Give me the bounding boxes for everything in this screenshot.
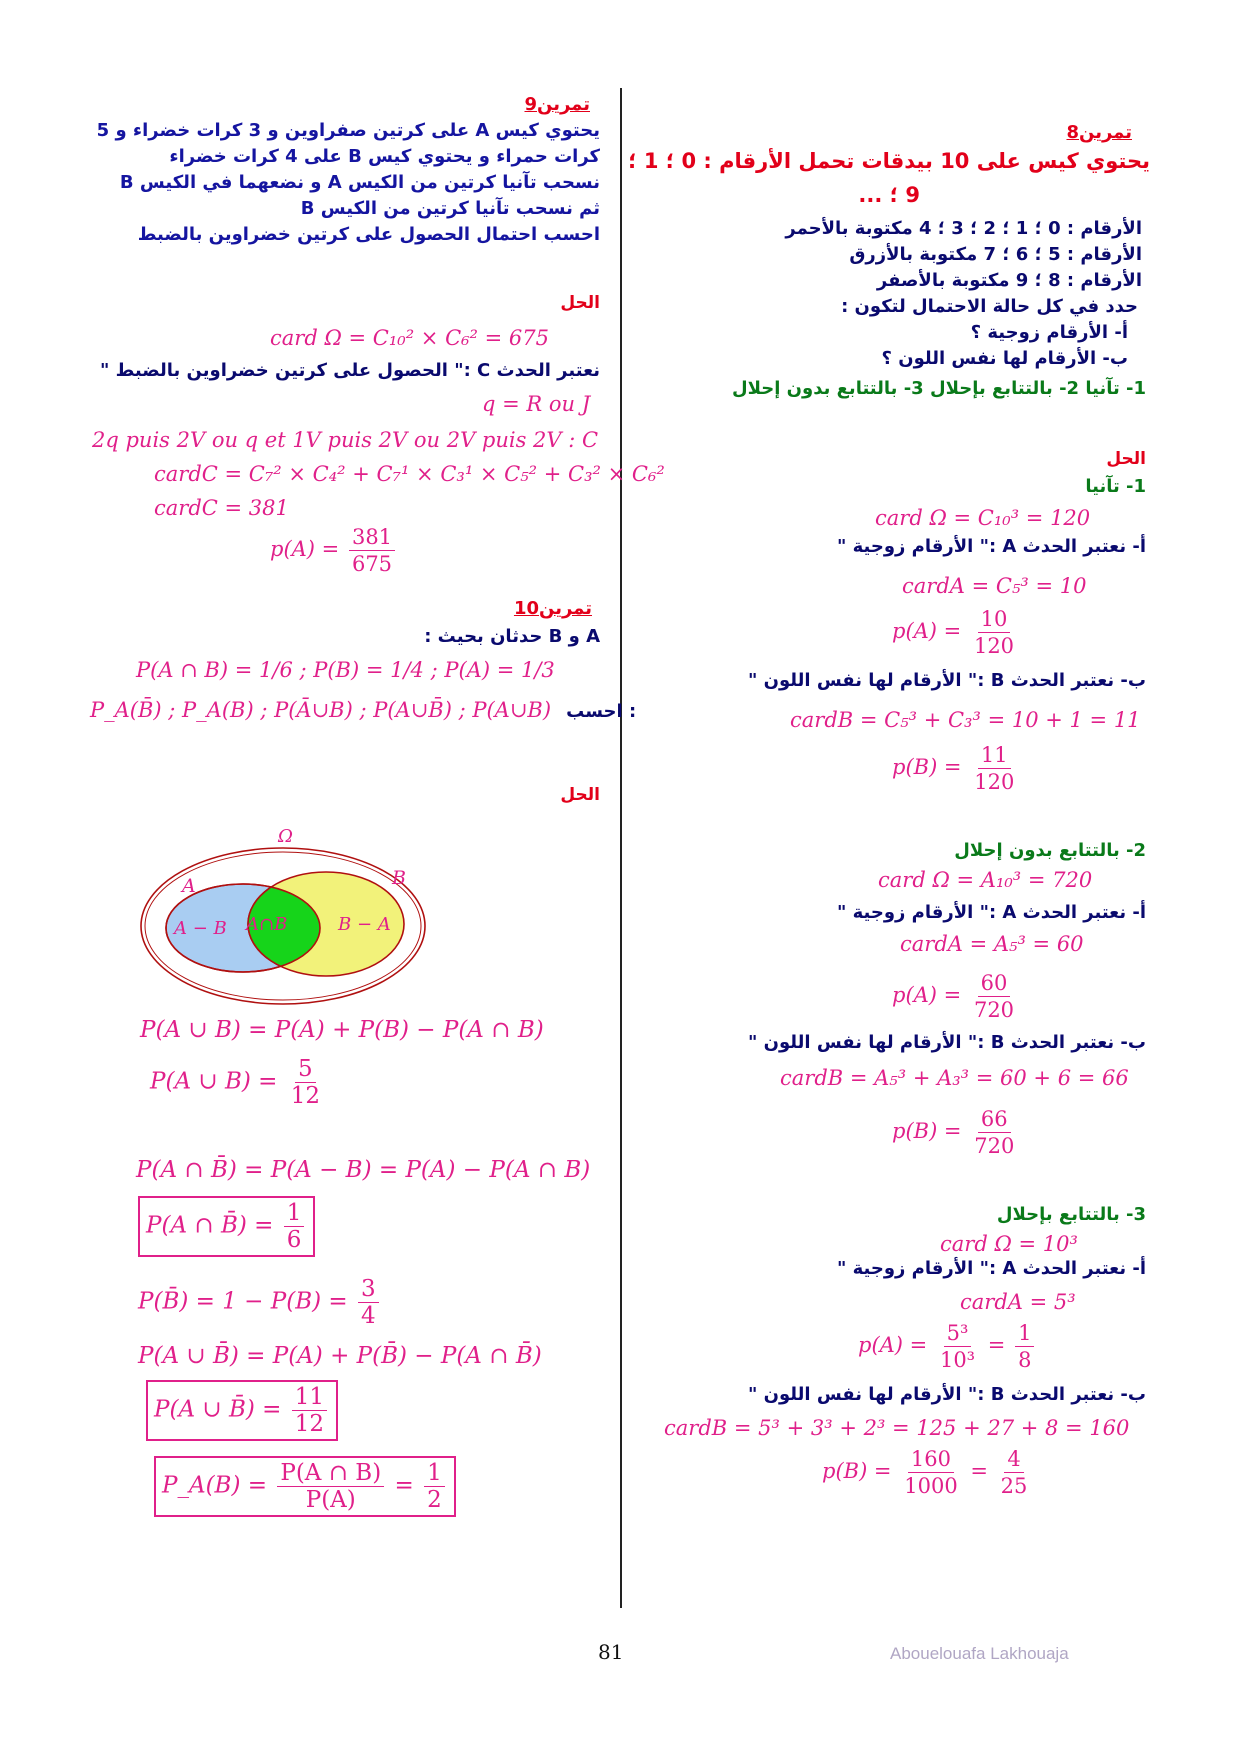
ex9-probability bbox=[270, 524, 398, 577]
case3-card-a: cardA = 5³ bbox=[960, 1290, 1076, 1314]
frac-num: 1 bbox=[1015, 1320, 1034, 1347]
ex9-prob-frac bbox=[349, 524, 395, 577]
ex10-f2 bbox=[150, 1056, 326, 1109]
frac-num: P(A ∩ B) bbox=[277, 1460, 384, 1487]
case2-card-a: cardA = A₅³ = 60 bbox=[900, 932, 1084, 956]
case1-prob-a-frac bbox=[971, 606, 1017, 659]
exercise-8-statement: يحتوي كيس على 10 بيدقات تحمل الأرقام : 0 ؛ 1 ؛ bbox=[628, 149, 1150, 173]
ex10-f8-box bbox=[154, 1456, 456, 1517]
ex9-line-3: نسحب تآنيا كرتين من الكيس A و نضعهما في الكيس B bbox=[119, 172, 600, 193]
ex10-f5-lhs: P(B̄) = 1 − P(B) = bbox=[138, 1288, 348, 1315]
ex10-f7-frac bbox=[292, 1384, 327, 1437]
frac-den: 10³ bbox=[939, 1348, 976, 1372]
frac-den: 12 bbox=[290, 1083, 321, 1109]
case2-card-b: cardB = A₅³ + A₃³ = 60 + 6 = 66 bbox=[780, 1066, 1129, 1090]
ex10-f8 bbox=[154, 1456, 456, 1517]
case1-event-a: أ- نعتبر الحدث A :" الأرقام زوجية " bbox=[836, 536, 1146, 557]
frac-num: 60 bbox=[978, 970, 1011, 997]
question-b: ب- الأرقام لها نفس اللون ؟ bbox=[881, 348, 1128, 369]
venn-a-label: A bbox=[182, 875, 196, 897]
ex9-prob-lhs: p(A) = bbox=[270, 537, 340, 561]
ex9-cardc-formula: cardC = C₇² × C₄² + C₇¹ × C₃¹ × C₅² + C₃² × C₆² bbox=[154, 462, 665, 486]
case3-prob-a-frac bbox=[937, 1320, 978, 1373]
ex9-line-5: احسب احتمال الحصول على كرتين خضراوين بالضبط bbox=[137, 224, 600, 245]
case1-card-b: cardB = C₅³ + C₃³ = 10 + 1 = 11 bbox=[790, 708, 1141, 732]
case-1-title: 1- تآنيا bbox=[1085, 476, 1146, 497]
case2-event-b: ب- نعتبر الحدث B :" الأرقام لها نفس اللون " bbox=[747, 1032, 1146, 1053]
case2-prob-a bbox=[892, 970, 1020, 1023]
frac-num: 1 bbox=[284, 1200, 305, 1227]
venn-a-minus-b: A − B bbox=[174, 918, 227, 939]
frac-num: 66 bbox=[978, 1106, 1011, 1133]
ex10-f3: P(A ∩ B̄) = P(A − B) = P(A) − P(A ∩ B) bbox=[136, 1157, 591, 1183]
ex10-f5 bbox=[138, 1276, 382, 1329]
frac-num: 1 bbox=[424, 1460, 445, 1487]
ex10-f1: P(A ∪ B) = P(A) + P(B) − P(A ∩ B) bbox=[140, 1017, 544, 1043]
case1-omega: card Ω = C₁₀³ = 120 bbox=[875, 506, 1091, 530]
case3-prob-b bbox=[822, 1446, 1033, 1499]
exercise-9-title: تمرين9 bbox=[524, 94, 590, 115]
case-2-title: 2- بالتتابع بدون إحلال bbox=[954, 840, 1146, 861]
author-watermark: Abouelouafa Lakhouaja bbox=[890, 1644, 1069, 1663]
ex10-f8-frac2 bbox=[424, 1460, 445, 1513]
case3-event-b: ب- نعتبر الحدث B :" الأرقام لها نفس اللون " bbox=[747, 1384, 1146, 1405]
cases-list: 1- تآنيا 2- بالتتابع بإحلال 3- بالتتابع بدون إحلال bbox=[731, 378, 1146, 399]
case2-prob-b bbox=[892, 1106, 1020, 1159]
case2-prob-a-lhs: p(A) = bbox=[892, 983, 962, 1007]
case3-omega: card Ω = 10³ bbox=[940, 1232, 1078, 1256]
ex10-compute-label: احسب : bbox=[566, 701, 637, 722]
ex9-cardc-value: cardC = 381 bbox=[154, 496, 289, 520]
case2-event-a: أ- نعتبر الحدث A :" الأرقام زوجية " bbox=[836, 902, 1146, 923]
ex9-c-def: 2q puis 2V ou q et 1V puis 2V ou 2V puis 2V : C bbox=[92, 428, 599, 452]
frac-den: 720 bbox=[974, 1134, 1015, 1158]
frac-num: 11 bbox=[292, 1384, 327, 1411]
case1-prob-b bbox=[892, 742, 1020, 795]
frac-den: 1000 bbox=[904, 1474, 958, 1498]
case3-prob-b-frac bbox=[901, 1446, 960, 1499]
ex9-line-1: يحتوي كيس A على كرتين صفراوين و 3 كرات خضراء و 5 bbox=[96, 120, 600, 141]
case2-omega: card Ω = A₁₀³ = 720 bbox=[878, 868, 1093, 892]
ex9-line-4: ثم نسحب تآنيا كرتين من الكيس B bbox=[300, 198, 600, 219]
case1-prob-b-lhs: p(B) = bbox=[892, 755, 962, 779]
case-3-title: 3- بالتتابع بإحلال bbox=[996, 1204, 1146, 1225]
case3-prob-a-frac2 bbox=[1015, 1320, 1034, 1373]
case1-event-b: ب- نعتبر الحدث B :" الأرقام لها نفس اللون " bbox=[747, 670, 1146, 691]
frac-num: 11 bbox=[978, 742, 1011, 769]
digits-yellow: الأرقام : 8 ؛ 9 مكتوبة بالأصفر bbox=[876, 270, 1142, 291]
ex10-compute bbox=[90, 696, 636, 725]
frac-den: P(A) bbox=[305, 1487, 356, 1513]
ex10-f6: P(A ∪ B̄) = P(A) + P(B̄) − P(A ∩ B̄) bbox=[138, 1343, 542, 1369]
frac-num: 3 bbox=[358, 1276, 379, 1303]
ex9-q-def: q = R ou J bbox=[482, 392, 591, 416]
ex8-solution-label: الحل bbox=[1106, 449, 1146, 469]
exercise-8-title: تمرين8 bbox=[1066, 122, 1132, 143]
ex9-solution-label: الحل bbox=[560, 293, 600, 313]
ex10-compute-list: P_A(B̄) ; P_A(B) ; P(Ā∪B) ; P(A∪B̄) ; P(A∪B) bbox=[90, 698, 552, 722]
frac-den: 4 bbox=[360, 1303, 376, 1329]
frac-den: 8 bbox=[1018, 1348, 1032, 1372]
ex10-given: P(A ∩ B) = 1/6 ; P(B) = 1/4 ; P(A) = 1/3 bbox=[136, 658, 555, 682]
equals-sign: = bbox=[987, 1333, 1006, 1357]
frac-num: 5 bbox=[295, 1056, 316, 1083]
case3-prob-b-lhs: p(B) = bbox=[822, 1459, 892, 1483]
ex10-f4-lhs: P(A ∩ B̄) = bbox=[146, 1212, 274, 1239]
question-intro: حدد في كل حالة الاحتمال لتكون : bbox=[841, 296, 1138, 317]
ex10-f5-frac bbox=[358, 1276, 379, 1329]
frac-num: 160 bbox=[908, 1446, 954, 1473]
case1-prob-a-lhs: p(A) = bbox=[892, 619, 962, 643]
case3-prob-a-lhs: p(A) = bbox=[858, 1333, 928, 1357]
exercise-8-statement-cont: 9 ؛ ... bbox=[858, 183, 920, 207]
ex10-f7-box bbox=[146, 1380, 338, 1441]
page-number: 81 bbox=[598, 1640, 624, 1664]
frac-num: 10 bbox=[978, 606, 1011, 633]
case1-prob-b-frac bbox=[971, 742, 1017, 795]
ex9-event-c: نعتبر الحدث C :" الحصول على كرتين خضراوين بالضبط " bbox=[100, 360, 600, 381]
case2-prob-b-lhs: p(B) = bbox=[892, 1119, 962, 1143]
case1-prob-a bbox=[892, 606, 1020, 659]
frac-num: 381 bbox=[349, 524, 395, 551]
ex10-f2-frac bbox=[288, 1056, 323, 1109]
venn-intersection-label: A∩B bbox=[246, 914, 288, 935]
frac-den: 120 bbox=[973, 634, 1015, 658]
venn-b-label: B bbox=[392, 867, 406, 889]
ex10-solution-label: الحل bbox=[560, 785, 600, 805]
frac-den: 120 bbox=[974, 770, 1015, 794]
exercise-10-title: تمرين10 bbox=[513, 598, 592, 619]
case2-prob-b-frac bbox=[971, 1106, 1017, 1159]
venn-omega-label: Ω bbox=[278, 826, 293, 847]
frac-den: 6 bbox=[286, 1227, 302, 1253]
equals-sign: = bbox=[970, 1459, 988, 1483]
column-divider bbox=[620, 88, 622, 1608]
frac-num: 4 bbox=[1004, 1446, 1023, 1473]
ex10-f7-lhs: P(A ∪ B̄) = bbox=[154, 1396, 282, 1423]
ex10-f4-frac bbox=[284, 1200, 305, 1253]
ex9-omega: card Ω = C₁₀² × C₆² = 675 bbox=[270, 326, 549, 350]
ex10-f8-lhs: P_A(B) = bbox=[162, 1472, 268, 1499]
ex10-f8-frac bbox=[277, 1460, 384, 1513]
ex10-events: A و B حدثان بحيث : bbox=[424, 626, 600, 647]
case3-prob-b-frac2 bbox=[998, 1446, 1031, 1499]
ex10-f4 bbox=[138, 1196, 315, 1257]
venn-diagram bbox=[130, 814, 450, 1014]
case2-prob-a-frac bbox=[971, 970, 1017, 1023]
case1-card-a: cardA = C₅³ = 10 bbox=[902, 574, 1087, 598]
frac-den: 720 bbox=[973, 998, 1015, 1022]
frac-den: 25 bbox=[1000, 1474, 1028, 1498]
equals-sign: = bbox=[394, 1472, 414, 1499]
ex10-f4-box bbox=[138, 1196, 315, 1257]
digits-red: الأرقام : 0 ؛ 1 ؛ 2 ؛ 3 ؛ 4 مكتوبة بالأحمر bbox=[785, 218, 1142, 239]
case3-card-b: cardB = 5³ + 3³ + 2³ = 125 + 27 + 8 = 160 bbox=[664, 1416, 1130, 1440]
case3-event-a: أ- نعتبر الحدث A :" الأرقام زوجية " bbox=[836, 1258, 1146, 1279]
frac-den: 2 bbox=[427, 1487, 442, 1513]
frac-den: 12 bbox=[294, 1411, 325, 1437]
frac-num: 5³ bbox=[944, 1320, 972, 1347]
question-a: أ- الأرقام زوجية ؟ bbox=[970, 322, 1128, 343]
case3-prob-a bbox=[858, 1320, 1037, 1373]
ex10-f2-lhs: P(A ∪ B) = bbox=[150, 1068, 278, 1095]
venn-b-minus-a: B − A bbox=[338, 914, 391, 935]
frac-den: 675 bbox=[351, 552, 393, 576]
digits-blue: الأرقام : 5 ؛ 6 ؛ 7 مكتوبة بالأزرق bbox=[849, 244, 1142, 265]
ex9-line-2: كرات حمراء و يحتوي كيس B على 4 كرات خضراء bbox=[169, 146, 600, 167]
ex10-f7 bbox=[146, 1380, 338, 1441]
